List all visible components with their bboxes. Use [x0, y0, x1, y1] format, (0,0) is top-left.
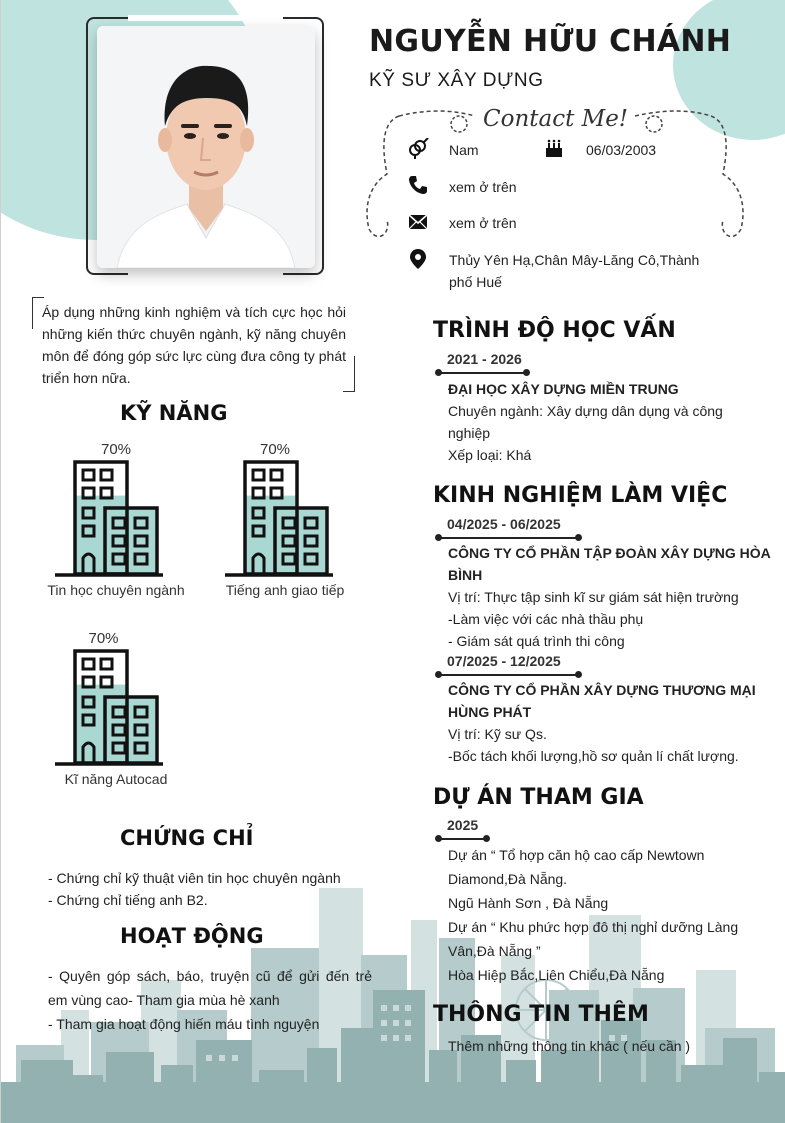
contact-address-line1: Thủy Yên Hạ,Chân Mây-Lăng Cô,Thành: [449, 252, 700, 268]
career-objective: Áp dụng những kinh nghiệm và tích cực học hỏi những kiến thức chuyên ngành, kỹ năng chuyên môn để đóng góp sức lực cùng đưa công ty phát triển hơn nữa.: [42, 304, 346, 386]
job-period: 04/2025 - 06/2025: [447, 516, 561, 532]
education-title: TRÌNH ĐỘ HỌC VẤN: [433, 318, 676, 343]
activity-line: - Tham gia hoạt động hiến máu tình nguyện: [48, 1016, 320, 1032]
certificate-item: - Chứng chỉ tiếng anh B2.: [48, 892, 208, 908]
school-name: ĐẠI HỌC XÂY DỰNG MIỀN TRUNG: [448, 381, 679, 397]
education-major: Chuyên ngành: Xây dựng dân dụng và công: [448, 403, 723, 419]
education-entry: [448, 378, 723, 466]
job-detail: Vị trí: Kỹ sư Qs.: [448, 726, 547, 742]
skill-label-box: [215, 582, 355, 598]
education-rank: Xếp loại: Khá: [448, 447, 532, 463]
birthday-cake-icon: [543, 137, 565, 159]
job-title: KỸ SƯ XÂY DỰNG: [369, 70, 544, 91]
education-period: 2021 - 2026: [447, 351, 522, 367]
projects-title: DỰ ÁN THAM GIA: [433, 785, 644, 810]
skills-title: KỸ NĂNG: [120, 401, 228, 425]
skill-label-box: [41, 582, 191, 598]
skill-label: Tiếng anh giao tiếp: [225, 582, 345, 598]
project-year: 2025: [447, 817, 479, 833]
project-line: Hòa Hiệp Bắc,Liên Chiểu,Đà Nẵng: [448, 967, 665, 983]
project-line: Vân,Đà Nẵng ”: [448, 943, 541, 959]
envelope-icon: [407, 211, 429, 233]
certificates-title: CHỨNG CHỈ: [120, 826, 254, 850]
skill-item: [215, 441, 335, 458]
job-entry: [448, 679, 756, 767]
candidate-name: NGUYỄN HỮU CHÁNH: [369, 24, 732, 59]
contact-phone: xem ở trên: [449, 179, 517, 195]
skill-item: [41, 630, 166, 647]
skill-percent: 70%: [259, 441, 291, 458]
skill-label-box: [41, 771, 191, 787]
project-line: Dự án “ Tổ hợp căn hộ cao cấp Newtown: [448, 847, 705, 863]
profile-photo: [97, 26, 315, 268]
extra-info-text: Thêm những thông tin khác ( nếu cần ): [448, 1038, 691, 1054]
project-line: Ngũ Hành Sơn , Đà Nẵng: [448, 895, 609, 911]
company-name-cont: HÙNG PHÁT: [448, 704, 532, 720]
experience-timeline: [433, 653, 583, 677]
skill-percent: 70%: [88, 630, 119, 647]
education-major-cont: nghiệp: [448, 425, 491, 441]
experience-timeline: [433, 516, 583, 540]
contact-birthday: 06/03/2003: [586, 142, 657, 158]
gender-icon: [407, 138, 429, 160]
contact-title: Contact Me!: [483, 106, 629, 132]
job-detail: - Giám sát quá trình thi công: [448, 633, 625, 649]
building-gauge-icon: [53, 647, 163, 769]
skill-label: Tin học chuyên ngành: [47, 582, 185, 598]
company-name: CÔNG TY CỔ PHẦN TẬP ĐOÀN XÂY DỰNG HÒA: [448, 545, 771, 561]
location-pin-icon: [407, 248, 429, 270]
job-detail: -Bốc tách khối lượng,hồ sơ quản lí chất lượng.: [448, 748, 739, 764]
project-line: Diamond,Đà Nẵng.: [448, 871, 568, 887]
company-name-cont: BÌNH: [448, 567, 483, 583]
projects-timeline: [433, 817, 493, 841]
job-detail: -Làm việc với các nhà thầu phụ: [448, 611, 644, 627]
activity-line: em vùng cao- Tham gia mùa hè xanh: [48, 992, 280, 1008]
job-detail: Vị trí: Thực tập sinh kĩ sư giám sát hiện trường: [448, 589, 739, 605]
education-timeline: [433, 351, 533, 375]
contact-email: xem ở trên: [449, 215, 517, 231]
skill-percent: 70%: [100, 441, 132, 458]
job-entry: [448, 542, 771, 652]
skill-label: Kĩ năng Autocad: [64, 771, 168, 787]
company-name: CÔNG TY CỔ PHẦN XÂY DỰNG THƯƠNG MẠI: [448, 682, 756, 698]
building-gauge-icon: [53, 458, 163, 580]
building-gauge-icon: [223, 458, 333, 580]
skill-item: [41, 441, 191, 458]
phone-icon: [407, 174, 429, 196]
project-entry: [448, 843, 738, 987]
activities-title: HOẠT ĐỘNG: [120, 924, 264, 948]
extra-info-title: THÔNG TIN THÊM: [433, 1002, 649, 1027]
contact-address-line2: phố Huế: [449, 274, 502, 290]
activity-line: - Quyên góp sách, báo, truyện cũ để gửi đến trẻ: [48, 968, 372, 984]
job-period: 07/2025 - 12/2025: [447, 653, 561, 669]
experience-title: KINH NGHIỆM LÀM VIỆC: [433, 483, 728, 508]
certificate-item: - Chứng chỉ kỹ thuật viên tin học chuyên ngành: [48, 870, 341, 886]
contact-gender: Nam: [449, 142, 479, 158]
project-line: Dự án “ Khu phức hợp đô thị nghỉ dưỡng Làng: [448, 919, 739, 935]
